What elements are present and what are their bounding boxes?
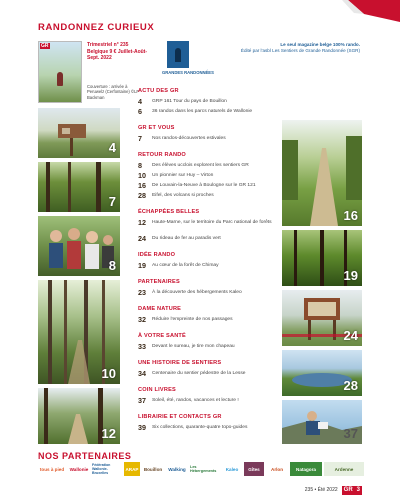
tagline-publisher: Édité par l'asbl Les Sentiers de Grande Randonnée (SGR)	[240, 48, 360, 53]
editor-logo-label: GRANDES RANDONNÉES	[162, 70, 214, 75]
toc-section-title: COIN LIVRES	[138, 387, 176, 393]
toc-page-number: 8	[138, 161, 142, 170]
page-footer	[305, 485, 362, 495]
footer-issue: 235 • Été 2022	[304, 487, 338, 493]
forest-shape	[38, 162, 120, 212]
toc-entry[interactable]	[138, 316, 276, 324]
partner-logo[interactable]: Ardenne	[324, 462, 364, 476]
toc-page-number: 10	[138, 171, 146, 180]
signpost-shape	[38, 108, 120, 158]
partner-logo[interactable]: ARAP	[124, 462, 140, 476]
toc-page-number: 19	[138, 261, 146, 270]
partner-logo[interactable]: Arlon	[271, 466, 283, 472]
toc-entry-text: Devant le sureau, je tire mon chapeau	[152, 344, 235, 349]
magazine-tagline	[230, 42, 360, 54]
toc-entry[interactable]	[138, 343, 276, 351]
toc-entry-text: Eifel, des volcans si proches	[152, 193, 214, 198]
toc-page-number: 37	[138, 396, 146, 405]
partner-logo[interactable]: Fédération Wallonie-Bruxelles	[92, 463, 111, 475]
photo-page-number: 24	[343, 328, 358, 343]
toc-entry[interactable]	[138, 370, 276, 378]
footer-gr-tab: GR 3	[343, 487, 360, 493]
toc-entry[interactable]	[138, 182, 276, 190]
editor-logo-icon	[167, 41, 189, 68]
toc-entry[interactable]	[138, 192, 276, 200]
corner-flag-icon	[342, 0, 400, 30]
partner-logo[interactable]: tous à pied	[39, 466, 65, 472]
toc-entry[interactable]	[138, 235, 276, 243]
photo-page-number: 16	[343, 208, 358, 223]
toc-page-number: 32	[138, 315, 146, 324]
toc-section-title: ACTU DES GR	[138, 88, 179, 94]
toc-page-number: 12	[138, 218, 146, 227]
photo-page-number: 4	[108, 140, 116, 155]
toc-entry[interactable]	[138, 135, 276, 143]
toc-entry[interactable]	[138, 424, 276, 432]
partner-logo[interactable]: Wallonie	[69, 466, 89, 472]
partner-logo[interactable]: Kaleo	[225, 466, 239, 472]
photo-page-19	[282, 230, 362, 286]
toc-page-number: 28	[138, 191, 146, 200]
cover-credit: Couverture : arrivée à Peruwelz (Cerfontaine) ©LP Backman	[87, 84, 140, 100]
toc-page-number: 16	[138, 181, 146, 190]
toc-entry[interactable]	[138, 108, 276, 116]
toc-entry[interactable]	[138, 172, 276, 180]
photo-page-number: 28	[343, 378, 358, 393]
photo-page-12	[38, 388, 120, 444]
toc-page-number: 7	[138, 134, 142, 143]
cover-hiker-figure	[57, 72, 63, 86]
toc-entry[interactable]	[138, 262, 276, 270]
page-number: 3	[356, 487, 360, 493]
toc-section-title: PARTENAIRES	[138, 279, 180, 285]
toc-entry-text: Au cœur de la forêt de Chimay	[152, 263, 219, 268]
toc-entry[interactable]	[138, 98, 276, 106]
photo-page-number: 7	[108, 194, 116, 209]
photo-page-28	[282, 350, 362, 396]
toc-entry-text: GRP 161 Tour du pays de Bouillon	[152, 99, 227, 104]
toc-page-number: 6	[138, 107, 142, 116]
toc-entry-text: Réduire l'empreinte de nos passages	[152, 317, 233, 322]
toc-section-title: À VOTRE SANTÉ	[138, 333, 186, 339]
photo-page-16	[282, 120, 362, 226]
partner-logo[interactable]: Bouillon	[143, 466, 163, 472]
toc-section-title: ÉCHAPPÉES BELLES	[138, 209, 200, 215]
page-title: RANDONNEZ CURIEUX	[38, 22, 155, 33]
photo-page-24	[282, 290, 362, 346]
partner-logo[interactable]: Walking	[168, 466, 186, 472]
toc-section-title: IDÉE RANDO	[138, 252, 176, 258]
toc-page-number: 33	[138, 342, 146, 351]
partners-title: NOS PARTENAIRES	[38, 451, 132, 461]
toc-entry[interactable]	[138, 289, 276, 297]
toc-entry-text: À la découverte des hébergements Kaleo	[152, 290, 242, 295]
toc-entry-text: Soleil, été, randos, vacances et lecture !	[152, 398, 239, 403]
partner-logo[interactable]: Les Hébergements	[190, 465, 217, 473]
toc-section-title: RETOUR RANDO	[138, 152, 186, 158]
photo-page-number: 19	[343, 268, 358, 283]
toc-entry-text: 36 randos dans les parcs naturels de Wallonie	[152, 109, 253, 114]
toc-entry-text: Du rideau de fer au paradis vert	[152, 236, 221, 241]
toc-page-number: 34	[138, 369, 146, 378]
toc-page-number: 4	[138, 97, 142, 106]
toc-section-title: DAME NATURE	[138, 306, 182, 312]
photo-page-number: 12	[101, 426, 116, 441]
toc-entry[interactable]	[138, 219, 276, 227]
photo-page-number: 10	[101, 366, 116, 381]
toc-section-title: LIBRAIRIE ET CONTACTS GR	[138, 414, 222, 420]
toc-entry-text: Nos randos-découvertes estivales	[152, 136, 226, 141]
photo-page-37	[282, 400, 362, 444]
issue-info: Trimestriel n° 235 Belgique 9 € Juillet-Août-Sept. 2022	[87, 42, 148, 61]
toc-entry-text: Des élèves ucclois explorent les sentiers GR	[152, 163, 249, 168]
toc-entry-text: Un pionnier sur Huy – Virton	[152, 173, 214, 178]
toc-page-number: 39	[138, 423, 146, 432]
toc-entry[interactable]	[138, 162, 276, 170]
toc-page-number: 23	[138, 288, 146, 297]
photo-page-10	[38, 280, 120, 384]
photo-page-number: 37	[343, 426, 358, 441]
photo-page-4	[38, 108, 120, 158]
toc-entry-text: Centenaire du sentier pédestre de la Lesse	[152, 371, 246, 376]
toc-entry[interactable]	[138, 397, 276, 405]
toc-section-title: GR ET VOUS	[138, 125, 175, 131]
photo-page-8	[38, 216, 120, 276]
toc-entry-text: Haute-Marne, sur le territoire du Parc national de forêts	[152, 220, 272, 225]
photo-page-number: 8	[108, 258, 116, 273]
toc-entry-text: De Louvain-la-Neuve à Boulogne sur le GR 121	[152, 183, 256, 188]
magazine-cover-thumbnail	[38, 41, 82, 103]
toc-entry-text: Six collections, quarante-quatre topo-guides	[152, 425, 248, 430]
toc-page-number: 24	[138, 234, 146, 243]
toc-section-title: UNE HISTOIRE DE SENTIERS	[138, 360, 222, 366]
group-of-students-shape	[38, 216, 120, 276]
cover-gr-badge: GR	[41, 43, 49, 49]
partner-logo[interactable]: Natagora	[290, 462, 322, 476]
photo-page-7	[38, 162, 120, 212]
partner-logo[interactable]: Gîtes	[244, 462, 264, 476]
partners-logo-row	[38, 462, 364, 476]
tagline-strong: Le seul magazine belge 100% rando.	[280, 42, 360, 47]
